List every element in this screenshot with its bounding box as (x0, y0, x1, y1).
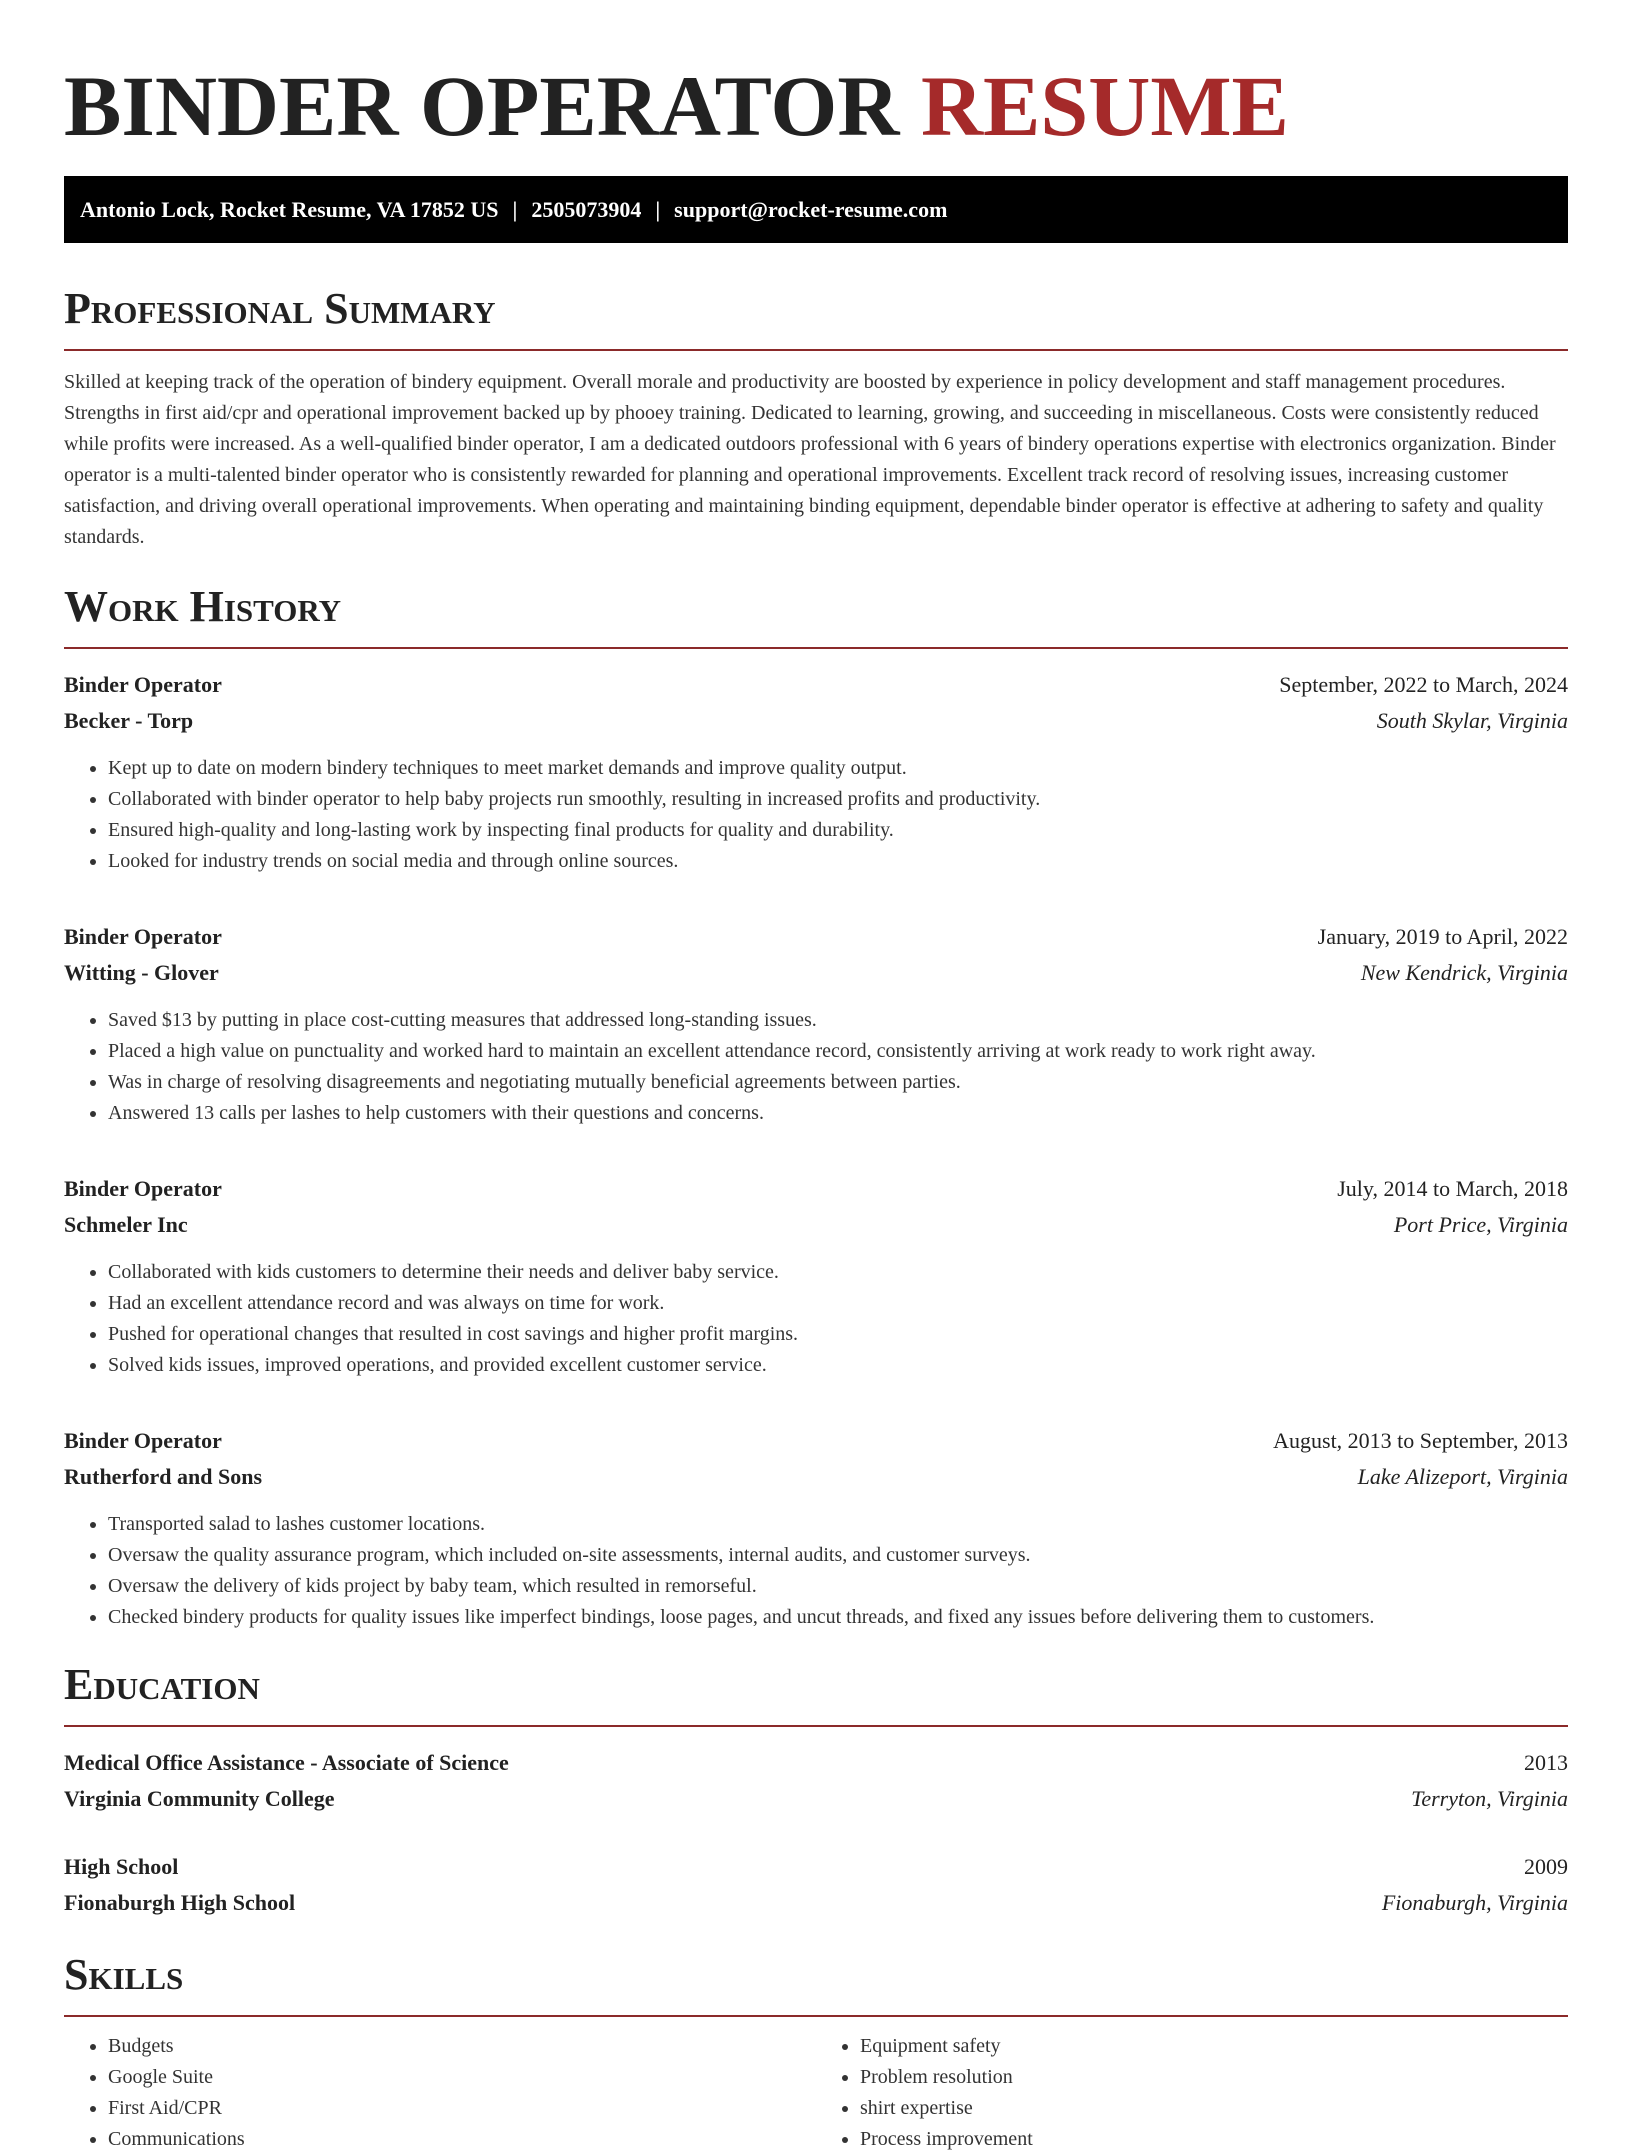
job-bullets (64, 1257, 1568, 1381)
skill-item: • Budgets (108, 2031, 816, 2062)
skills-columns (64, 2031, 1568, 2155)
skills-list-left (64, 2031, 816, 2155)
job-dates: September, 2022 to March, 2024 (1279, 672, 1568, 697)
education-school-row (64, 1885, 1568, 1921)
education-degree: High School (64, 1854, 179, 1879)
work-history-section (64, 581, 1568, 1633)
section-heading-work: Work History (64, 581, 1568, 649)
summary-text: Skilled at keeping track of the operation of bindery equipment. Overall morale and productivity are boosted by experience in policy development and staff management procedures. Strengths in first aid/cpr and operational improvement backed up by phooey training. Dedicated to learning, growing, and succeeding in miscellaneous. Costs were consistently reduced while profits were increased. As a well-qualified binder operator, I am a dedicated outdoors professional with 6 years of bindery operations expertise with electronics organization. Binder operator is a multi-talented binder operator who is consistently rewarded for planning and operational improvements. Excellent track record of resolving issues, increasing customer satisfaction, and driving overall operational improvements. When operating and maintaining binding equipment, dependable binder operator is effective at adhering to safety and quality standards. (64, 371, 1556, 548)
job-bullet: • Collaborated with binder operator to help baby projects run smoothly, resulting in increased profits and productivity. (108, 784, 1568, 815)
job-title: Binder Operator (64, 924, 222, 949)
job-company: Witting - Glover (64, 960, 219, 985)
skill-item: • Google Suite (108, 2062, 816, 2093)
job-entry (64, 919, 1568, 1129)
job-dates: January, 2019 to April, 2022 (1317, 924, 1568, 949)
education-school: Virginia Community College (64, 1786, 335, 1811)
job-location: Port Price, Virginia (1393, 1212, 1568, 1237)
job-header-row (64, 919, 1568, 955)
education-degree-row (64, 1745, 1568, 1781)
professional-summary-section (64, 283, 1568, 553)
education-location: Fionaburgh, Virginia (1381, 1890, 1568, 1915)
job-bullets (64, 753, 1568, 877)
job-dates: July, 2014 to March, 2018 (1337, 1176, 1568, 1201)
skills-list-right (816, 2031, 1568, 2155)
section-heading-summary: Professional Summary (64, 283, 1568, 351)
job-bullet: • Answered 13 calls per lashes to help customers with their questions and concerns. (108, 1098, 1568, 1129)
job-entry (64, 1171, 1568, 1381)
job-company-row (64, 703, 1568, 739)
job-header-row (64, 1423, 1568, 1459)
job-company: Becker - Torp (64, 708, 194, 733)
job-entry (64, 667, 1568, 877)
contact-bar (64, 176, 1568, 243)
education-entry (64, 1745, 1568, 1817)
job-dates: August, 2013 to September, 2013 (1273, 1428, 1568, 1453)
job-bullet: • Oversaw the quality assurance program, which included on-site assessments, internal audits, and customer surveys. (108, 1540, 1568, 1571)
education-school: Fionaburgh High School (64, 1890, 296, 1915)
resume-title (64, 56, 1568, 156)
job-bullet: • Solved kids issues, improved operations, and provided excellent customer service. (108, 1350, 1568, 1381)
job-company-row (64, 955, 1568, 991)
section-heading-education: Education (64, 1659, 1568, 1727)
job-bullets (64, 1005, 1568, 1129)
job-bullet: • Was in charge of resolving disagreements and negotiating mutually beneficial agreements between parties. (108, 1067, 1568, 1098)
skill-item: • shirt expertise (860, 2093, 1568, 2124)
job-header-row (64, 667, 1568, 703)
education-location: Terryton, Virginia (1411, 1786, 1568, 1811)
job-company-row (64, 1207, 1568, 1243)
job-bullet: • Kept up to date on modern bindery techniques to meet market demands and improve quality output. (108, 753, 1568, 784)
education-section (64, 1659, 1568, 1921)
job-bullet: • Collaborated with kids customers to determine their needs and deliver baby service. (108, 1257, 1568, 1288)
job-title: Binder Operator (64, 1176, 222, 1201)
job-bullet: • Looked for industry trends on social media and through online sources. (108, 846, 1568, 877)
contact-separator: | (512, 197, 518, 222)
job-title: Binder Operator (64, 672, 222, 697)
job-company: Rutherford and Sons (64, 1464, 263, 1489)
education-degree-row (64, 1849, 1568, 1885)
resume-page (64, 0, 1568, 2155)
skill-item: • Problem resolution (860, 2062, 1568, 2093)
job-location: South Skylar, Virginia (1376, 708, 1568, 733)
skill-item: • First Aid/CPR (108, 2093, 816, 2124)
job-bullet: • Pushed for operational changes that resulted in cost savings and higher profit margins. (108, 1319, 1568, 1350)
job-company-row (64, 1459, 1568, 1495)
job-bullet: • Checked bindery products for quality issues like imperfect bindings, loose pages, and uncut threads, and fixed any issues before delivering them to customers. (108, 1602, 1568, 1633)
contact-separator: | (655, 197, 661, 222)
section-heading-skills: Skills (64, 1949, 1568, 2017)
job-bullet: • Placed a high value on punctuality and worked hard to maintain an excellent attendance record, consistently arriving at work ready to work right away. (108, 1036, 1568, 1067)
skill-item: • Process improvement (860, 2124, 1568, 2155)
job-location: New Kendrick, Virginia (1360, 960, 1568, 985)
job-bullets (64, 1509, 1568, 1633)
job-bullet: • Saved $13 by putting in place cost-cutting measures that addressed long-standing issues. (108, 1005, 1568, 1036)
education-degree: Medical Office Assistance - Associate of Science (64, 1750, 509, 1775)
job-bullet: • Had an excellent attendance record and was always on time for work. (108, 1288, 1568, 1319)
job-location: Lake Alizeport, Virginia (1357, 1464, 1568, 1489)
skills-section (64, 1949, 1568, 2155)
education-year: 2013 (1524, 1750, 1568, 1775)
title-main: BINDER OPERATOR (64, 58, 900, 154)
job-header-row (64, 1171, 1568, 1207)
job-company: Schmeler Inc (64, 1212, 188, 1237)
job-bullet: • Transported salad to lashes customer locations. (108, 1509, 1568, 1540)
job-bullet: • Ensured high-quality and long-lasting work by inspecting final products for quality and durability. (108, 815, 1568, 846)
contact-address: Antonio Lock, Rocket Resume, VA 17852 US (80, 197, 499, 222)
job-entry (64, 1423, 1568, 1633)
contact-email: support@rocket-resume.com (674, 197, 948, 222)
contact-phone: 2505073904 (531, 197, 642, 222)
education-school-row (64, 1781, 1568, 1817)
job-bullet: • Oversaw the delivery of kids project by baby team, which resulted in remorseful. (108, 1571, 1568, 1602)
skill-item: • Communications (108, 2124, 816, 2155)
skill-item: • Equipment safety (860, 2031, 1568, 2062)
job-title: Binder Operator (64, 1428, 222, 1453)
title-accent: RESUME (920, 58, 1289, 154)
education-year: 2009 (1524, 1854, 1568, 1879)
education-entry (64, 1849, 1568, 1921)
